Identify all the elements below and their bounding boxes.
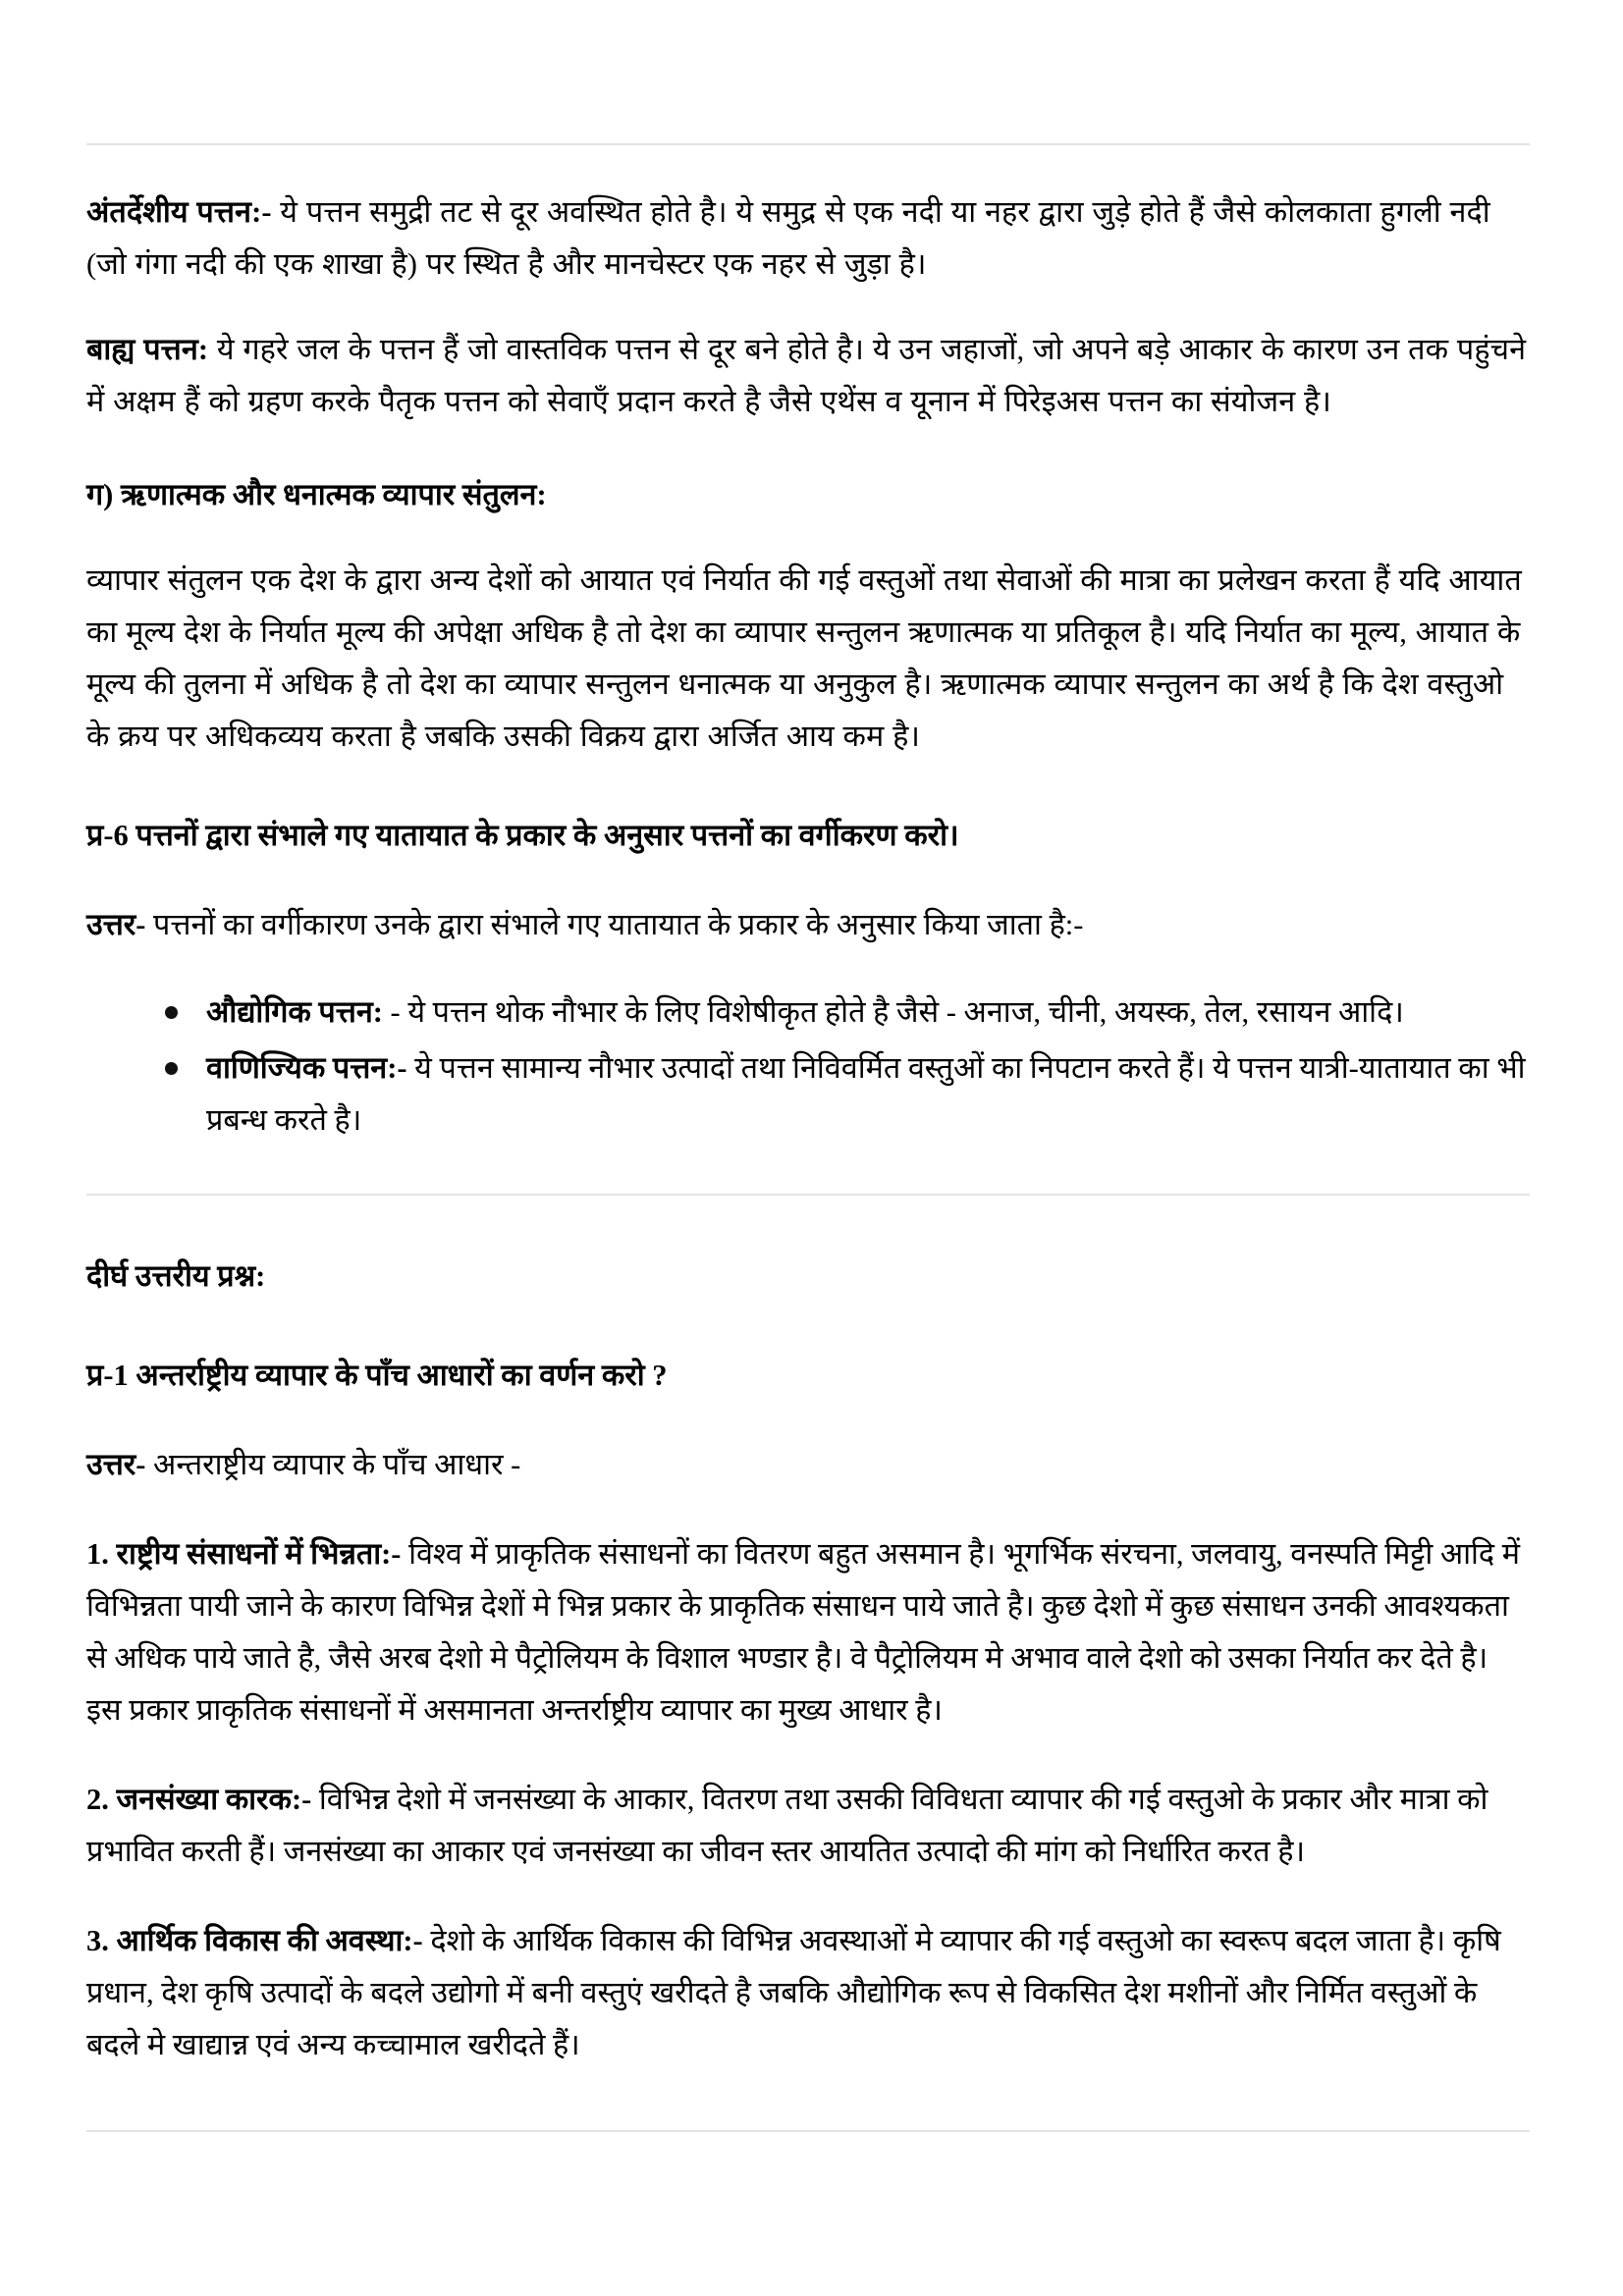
- basis-item-1: [86, 1528, 1530, 1736]
- basis-2-term: 2. जनसंख्या कारक:-: [86, 1783, 312, 1816]
- list-item: [206, 1042, 1530, 1147]
- basis-2-text: विभिन्न देशो में जनसंख्या के आकार, वितरण तथा उसकी विविधता व्यापार की गई वस्तुओ के प्रकार और मात्रा को प्रभावित करती हैं। जनसंख्या का आकार एवं जनसंख्या का जीवन स्तर आयतित उत्पादो की मांग को निर्धारित करत है।: [86, 1783, 1488, 1868]
- answer-1: [86, 1439, 1530, 1491]
- heading-long-answer-questions: दीर्घ उत्तरीय प्रश्न:: [86, 1259, 266, 1293]
- question-6: प्र-6 पत्तनों द्वारा संभाले गए यातायात के प्रकार के अनुसार पत्तनों का वर्गीकरण करो।: [86, 819, 959, 852]
- paragraph-inland-port: [86, 187, 1530, 291]
- basis-1-text: विश्व में प्राकृतिक संसाधनों का वितरण बहुत असमान है। भूगर्भिक संरचना, जलवायु, वनस्पति मिट्टी आदि में विभिन्नता पायी जाने के कारण विभिन्न देशों मे भिन्न प्रकार के प्राकृतिक संसाधन पाये जाते है। कुछ देशो में कुछ संसाधन उनकी आवश्यकता से अधिक पाये जाते है, जैसे अरब देशो मे पैट्रोलियम के विशाल भण्डार है। वे पैट्रोलियम मे अभाव वाले देशो को उसका निर्यात कर देते है। इस प्रकार प्राकृतिक संसाधनों में असमानता अन्तर्राष्ट्रीय व्यापार का मुख्य आधार है।: [86, 1537, 1520, 1727]
- paragraph-outer-port: [86, 324, 1530, 428]
- section-divider-rule: [86, 1194, 1530, 1196]
- inland-port-text: ये पत्तन समुद्री तट से दूर अवस्थित होते है। ये समुद्र से एक नदी या नहर द्वारा जुड़े होते हैं जैसे कोलकाता हुगली नदी (जो गंगा नदी की एक शाखा है) पर स्थित है और मानचेस्टर एक नहर से जुड़ा है।: [86, 195, 1490, 281]
- port-type-list: [86, 987, 1530, 1147]
- bullet-dot-icon: [165, 1006, 178, 1019]
- heading-trade-balance: ग) ऋणात्मक और धनात्मक व्यापार संतुलन:: [86, 478, 547, 511]
- answer-1-label: उत्तर-: [86, 1448, 146, 1481]
- basis-3-text: देशो के आर्थिक विकास की विभिन्न अवस्थाओं मे व्यापार की गई वस्तुओ का स्वरूप बदल जाता है। कृषि प्रधान, देश कृषि उत्पादों के बदले उद्योगो में बनी वस्तुएं खरीदते है जबकि औद्योगिक रूप से विकसित देश मशीनों और निर्मित वस्तुओं के बदले मे खाद्यान्न एवं अन्य कच्चामाल खरीदते हैं।: [86, 1924, 1501, 2061]
- inland-port-term: अंतर्देशीय पत्तन:-: [86, 195, 272, 229]
- industrial-port-term: औद्योगिक पत्तन:: [206, 995, 383, 1029]
- commercial-port-text: ये पत्तन सामान्य नौभार उत्पादों तथा निविवर्मित वस्तुओं का निपटान करते हैं। ये पत्तन यात्री-यातायात का भी प्रबन्ध करते है।: [206, 1051, 1526, 1137]
- answer-6-text: पत्तनों का वर्गीकारण उनके द्वारा संभाले गए यातायात के प्रकार के अनुसार किया जाता है:-: [145, 908, 1084, 941]
- basis-item-2: [86, 1774, 1530, 1878]
- basis-1-term: 1. राष्ट्रीय संसाधनों में भिन्नता:-: [86, 1537, 402, 1571]
- answer-6-label: उत्तर-: [86, 908, 146, 941]
- bullet-dot-icon: [165, 1062, 178, 1075]
- commercial-port-term: वाणिज्यिक पत्तन:-: [206, 1051, 407, 1085]
- bottom-divider-rule: [86, 2130, 1530, 2132]
- industrial-port-text: - ये पत्तन थोक नौभार के लिए विशेषीकृत होते है जैसे - अनाज, चीनी, अयस्क, तेल, रसायन आदि।: [382, 995, 1404, 1029]
- basis-3-term: 3. आर्थिक विकास की अवस्था:-: [86, 1924, 423, 1957]
- page-content: [86, 0, 1530, 2296]
- basis-item-3: [86, 1915, 1530, 2071]
- paragraph-trade-balance: व्यापार संतुलन एक देश के द्वारा अन्य देशों को आयात एवं निर्यात की गई वस्तुओं तथा सेवाओं की मात्रा का प्रलेखन करता हैं यदि आयात का मूल्य देश के निर्यात मूल्य की अपेक्षा अधिक है तो देश का व्यापार सन्तुलन ऋणात्मक या प्रतिकूल है। यदि निर्यात का मूल्य, आयात के मूल्य की तुलना में अधिक है तो देश का व्यापार सन्तुलन धनात्मक या अनुकुल है। ऋणात्मक व्यापार सन्तुलन का अर्थ है कि देश वस्तुओ के क्रय पर अधिकव्यय करता है जबकि उसकी विक्रय द्वारा अर्जित आय कम है।: [86, 563, 1522, 753]
- outer-port-term: बाह्य पत्तन:: [86, 333, 209, 366]
- question-1: प्र-1 अन्तर्राष्ट्रीय व्यापार के पाँच आधारों का वर्णन करो ?: [86, 1359, 668, 1392]
- outer-port-text: ये गहरे जल के पत्तन हैं जो वास्तविक पत्तन से दूर बने होते है। ये उन जहाजों, जो अपने बड़े आकार के कारण उन तक पहुंचने में अक्षम हैं को ग्रहण करके पैतृक पत्तन को सेवाएँ प्रदान करते है जैसे एथेंस व यूनान में पिरेइअस पत्तन का संयोजन है।: [86, 333, 1527, 418]
- answer-6: [86, 899, 1530, 951]
- top-divider-rule: [86, 143, 1530, 145]
- answer-1-text: अन्तराष्ट्रीय व्यापार के पाँच आधार -: [145, 1448, 521, 1481]
- list-item: [206, 987, 1530, 1039]
